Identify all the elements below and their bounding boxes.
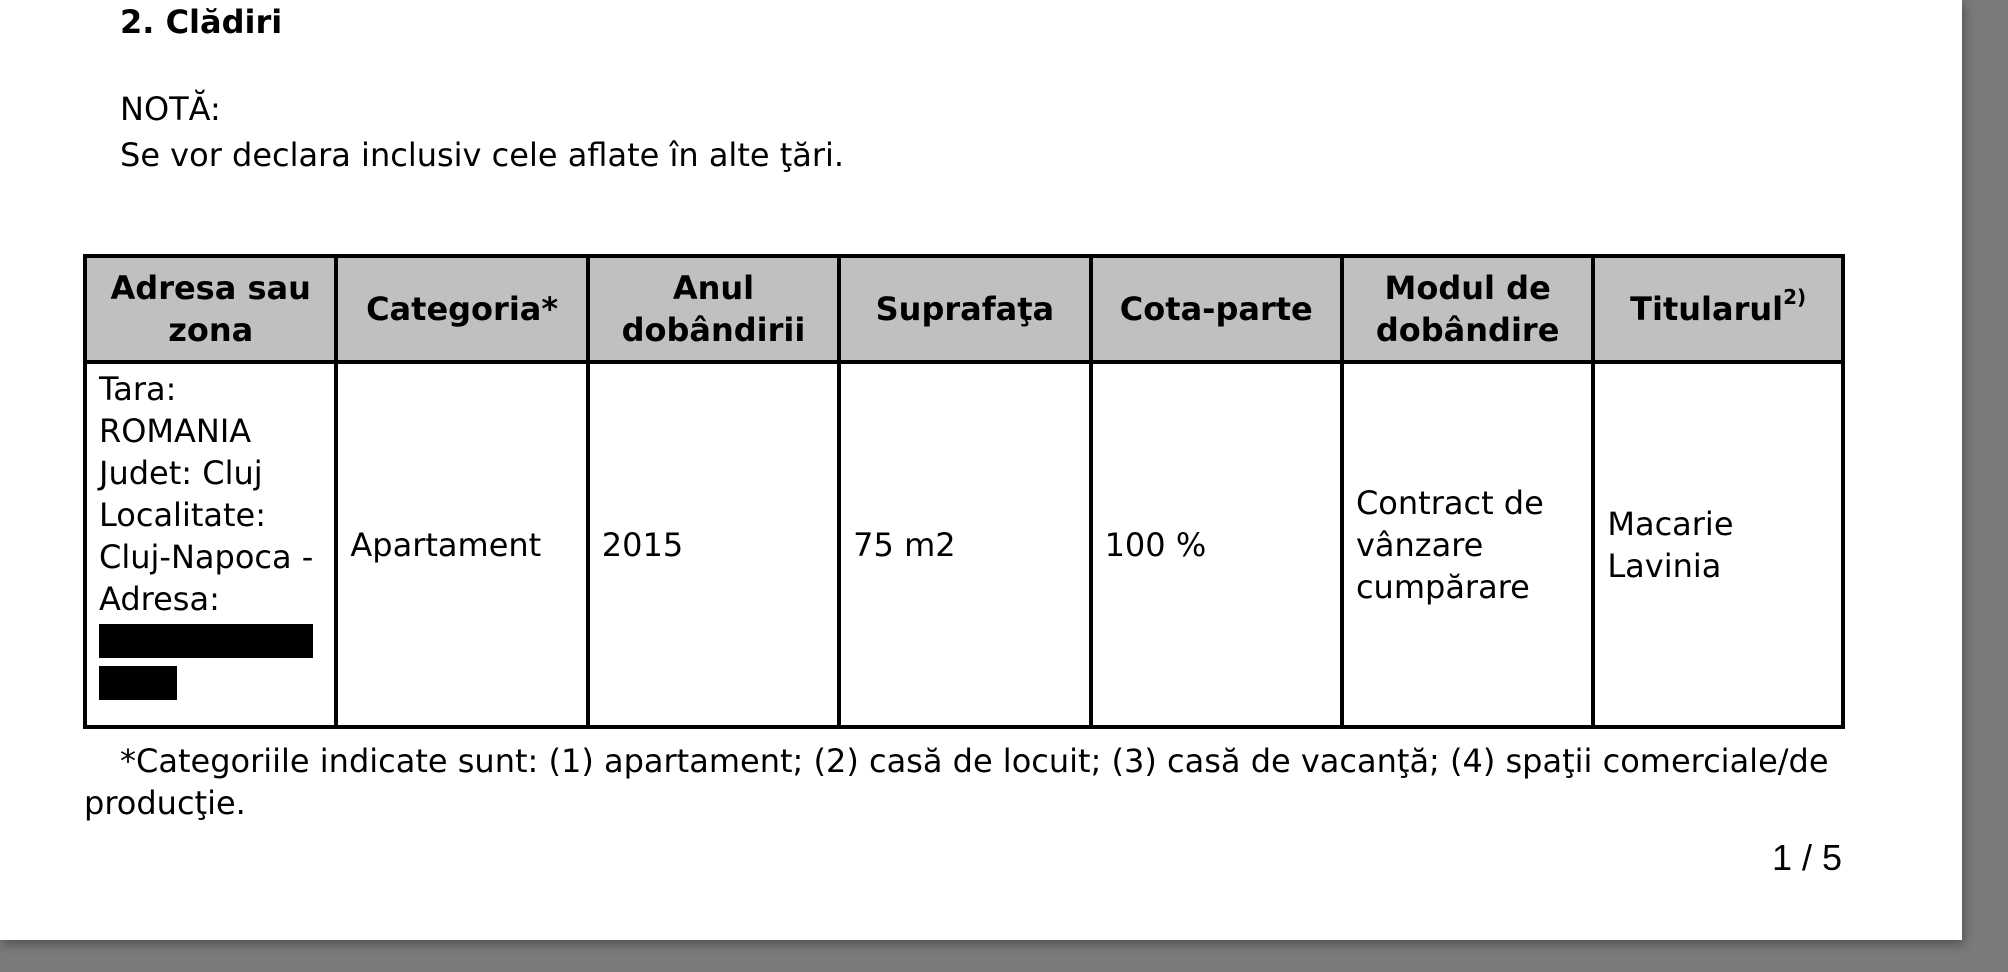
cell-mode (1342, 362, 1593, 727)
category-footnote: *Categoriile indicate sunt: (1) apartament; (2) casă de locuit; (3) casă de vacanţă; (4) spaţii comerciale/de producţie. (84, 742, 1829, 822)
header-mode: Modul de dobândire (1342, 256, 1593, 362)
header-year: Anul dobândirii (588, 256, 839, 362)
address-line: ROMANIA (99, 412, 252, 450)
header-holder (1593, 256, 1843, 362)
redaction-block (99, 666, 177, 700)
header-share: Cota-parte (1091, 256, 1342, 362)
section-title: 2. Clădiri (120, 3, 283, 41)
header-address: Adresa sau zona (85, 256, 336, 362)
mode-line: vânzare (1355, 525, 1484, 564)
holder-line: Macarie (1607, 504, 1734, 543)
table-row (85, 362, 1843, 727)
mode-line: Contract de (1355, 483, 1544, 522)
cell-year: 2015 (588, 362, 839, 727)
address-line: Localitate: (99, 496, 266, 534)
note-label: NOTĂ: (120, 90, 221, 128)
mode-line: cumpărare (1355, 567, 1530, 606)
header-holder-footnote-ref: 2) (1783, 285, 1807, 310)
header-area: Suprafaţa (839, 256, 1090, 362)
redaction-block (99, 624, 313, 658)
address-line: Judet: Cluj (99, 454, 263, 492)
table-header-row (85, 256, 1843, 362)
holder-line: Lavinia (1607, 546, 1722, 585)
cell-area: 75 m2 (839, 362, 1090, 727)
address-line: Adresa: (99, 580, 220, 618)
cell-category: Apartament (336, 362, 587, 727)
cell-share: 100 % (1091, 362, 1342, 727)
header-category: Categoria* (336, 256, 587, 362)
address-line: Tara: (99, 370, 177, 408)
cell-address (85, 362, 336, 727)
buildings-table (83, 254, 1845, 729)
address-line: Cluj-Napoca - (99, 538, 314, 576)
header-holder-label: Titularul (1630, 290, 1784, 328)
cell-holder (1593, 362, 1843, 727)
note-text: Se vor declara inclusiv cele aflate în alte ţări. (120, 136, 845, 174)
page-indicator: 1 / 5 (1771, 837, 1842, 878)
